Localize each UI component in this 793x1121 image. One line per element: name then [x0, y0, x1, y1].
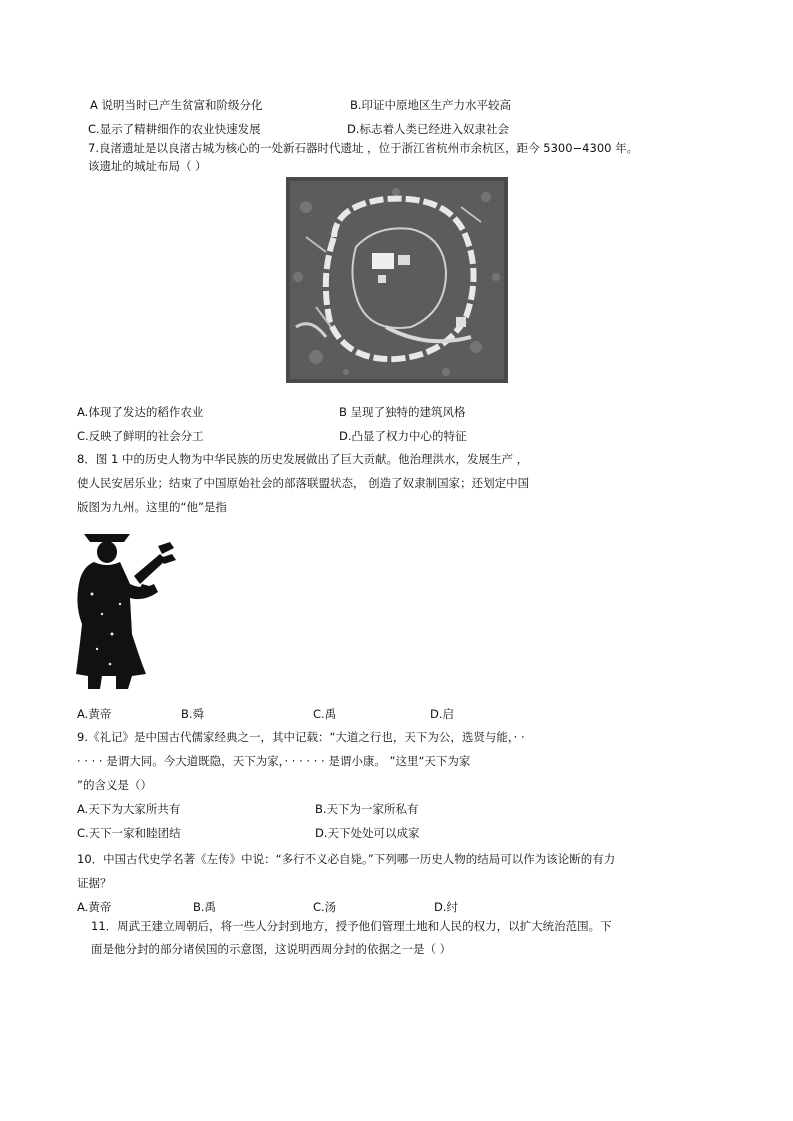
q11-stem-line1: 11．周武王建立周朝后，将一些人分封到地方，授予他们管理土地和人民的权力，以扩大统治范围。下 [91, 919, 612, 933]
q7-option-a: A.体现了发达的稻作农业 [77, 405, 204, 419]
q9-option-c: C.天下一家和睦团结 [77, 826, 181, 840]
q8-option-a: A.黄帝 [77, 707, 112, 721]
q7-stem-line1: 7.良渚遗址是以良渚古城为核心的一处新石器时代遗址 ，位于浙江省杭州市余杭区，距今 5300−4300 年。 [88, 141, 639, 155]
q11-stem-line2: 面是他分封的部分诸侯国的示意图，这说明西周分封的依据之一是（ ） [91, 942, 452, 956]
q7-option-c: C.反映了鲜明的社会分工 [77, 429, 204, 443]
q6-option-c: C.显示了精耕细作的农业快速发展 [88, 122, 261, 136]
q8-stem-line3: 版图为九州。这里的“他”是指 [77, 500, 227, 514]
q9-option-b: B.天下为一家所私有 [315, 802, 419, 816]
liangzhu-site-map-image [286, 177, 508, 383]
q10-stem-line2: 证据？ [77, 876, 112, 890]
q8-stem-line1: 8．图 1 中的历史人物为中华民族的历史发展做出了巨大贡献。他治理洪水，发展生产 ， [77, 452, 529, 466]
q8-option-c: C.禹 [313, 707, 337, 721]
q6-option-a: A 说明当时已产生贫富和阶级分化 [90, 98, 263, 112]
q9-option-a: A.天下为大家所共有 [77, 802, 181, 816]
q7-stem-line2: 该遗址的城址布局（ ） [88, 159, 207, 173]
q10-option-c: C.汤 [313, 900, 337, 914]
historical-figure-silhouette-image [72, 524, 182, 694]
q7-option-d: D.凸显了权力中心的特征 [339, 429, 467, 443]
q9-stem-line2: · · · · 是谓大同。今大道既隐，天下为家，· · · · · · 是谓小康。 ”这里“天下为家 [77, 754, 471, 768]
q9-option-d: D.天下处处可以成家 [315, 826, 420, 840]
q9-stem-line1: 9.《礼记》是中国古代儒家经典之一，其中记载：“大道之行也，天下为公，选贤与能，· · [77, 730, 525, 744]
q8-option-b: B.舜 [181, 707, 205, 721]
q10-option-a: A.黄帝 [77, 900, 112, 914]
q8-option-d: D.启 [430, 707, 455, 721]
q6-option-b: B.印证中原地区生产力水平较高 [350, 98, 512, 112]
q6-option-d: D.标志着人类已经进入奴隶社会 [347, 122, 510, 136]
q8-stem-line2: 使人民安居乐业；结束了中国原始社会的部落联盟状态， 创造了奴隶制国家；还划定中国 [77, 476, 530, 490]
q7-option-b: B 呈现了独特的建筑风格 [339, 405, 466, 419]
q10-option-b: B.禹 [193, 900, 217, 914]
q10-option-d: D.纣 [434, 900, 459, 914]
q10-stem-line1: 10．中国古代史学名著《左传》中说：“多行不义必自毙。”下列哪一历史人物的结局可以作为该论断的有力 [77, 852, 616, 866]
q9-stem-line3: ”的含义是（） [77, 778, 152, 792]
